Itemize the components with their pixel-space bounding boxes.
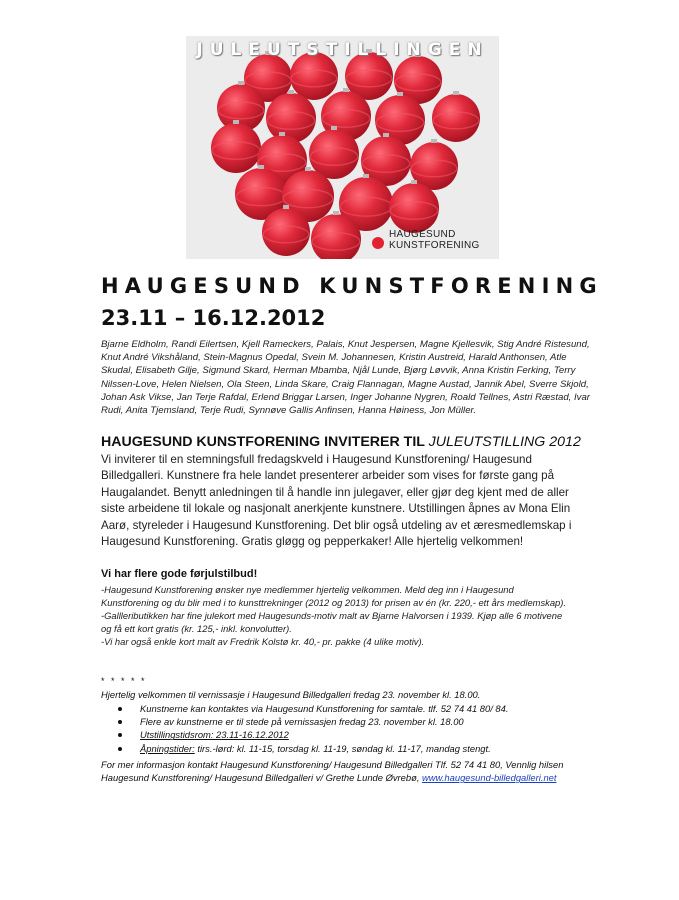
ornament-cap [333, 211, 339, 215]
poster-title: JULEUTSTILLINGEN [196, 40, 489, 60]
ornament-cap [288, 90, 294, 94]
ornament-cap [431, 139, 437, 143]
vernissage-welcome: Hjertelig velkommen til vernissasje i Haugesund Billedgalleri fredag 23. november kl. 18.00. [101, 689, 481, 700]
invite-heading [101, 434, 581, 450]
separator-stars: * * * * * [101, 676, 147, 686]
info-bullet-list [115, 702, 508, 755]
offer-item: -Gallleributikken har fine julekort med Haugesunds-motiv malt av Bjarne Halvorsen i 1939. Kjøp alle 6 motivene og få ett kort gratis (kr. 125,- inkl. konvolutter). [101, 610, 563, 635]
offers-heading: Vi har flere gode førjulstilbud! [101, 568, 258, 580]
ornament-ball-icon [389, 183, 439, 233]
exhibition-poster [186, 36, 499, 259]
invite-body: Vi inviterer til en stemningsfull fredagskveld i Haugesund Kunstforening/ Haugesund Billedgalleri. Kunstnere fra hele landet presenterer arbeider som vises for første gang på Haugalandet. Benytt anledningen til å handle inn julegaver, eller gjør deg kjent med de aller siste arbeidene til lokale og nasjonalt anerkjente kunstnere. Utstillingen åpnes av Mona Elin Aarø, styreleder i Haugesund Kunstforening. Det blir også utdeling av et æresmedlemskap i Haugesund Kunstforening. Gratis gløgg og pepperkaker! Alle hjertelig velkommen! [101, 453, 572, 549]
ornament-ball-icon [211, 123, 261, 173]
ornament-cap [383, 133, 389, 137]
contact-paragraph-text: For mer informasjon kontakt Haugesund Kunstforening/ Haugesund Billedgalleri Tlf. 52 74 41 80, Vennlig hilsen Haugesund Kunstforening/ Haugesund Billedgalleri v/ Grethe Lunde Øvrebø, [101, 759, 564, 784]
offer-item: -Vi har også enkle kort malt av Fredrik Kolstø kr. 40,- pr. pakke (4 ulike motiv). [101, 636, 425, 648]
ornament-cap [411, 180, 417, 184]
logo-dot-icon [372, 237, 384, 249]
exhibition-dates: 23.11 – 16.12.2012 [101, 306, 326, 330]
ornament-cap [283, 205, 289, 209]
ornament-cap [331, 126, 337, 130]
contact-info: Kunstnerne kan kontaktes via Haugesund Kunstforening for samtale. tlf. 52 74 41 80/ 84. [140, 703, 509, 714]
ornament-cap [279, 132, 285, 136]
ornament-ball-icon [410, 142, 458, 190]
opening-hours-label: Åpningstider: [140, 742, 195, 754]
ornament-cap [258, 165, 264, 169]
logo-line-2: KUNSTFORENING [389, 240, 480, 251]
list-item [115, 728, 508, 741]
list-item [115, 702, 508, 715]
ornament-cap [453, 91, 459, 95]
artists-present-info: Flere av kunstnerne er til stede på vernissasjen fredag 23. november kl. 18.00 [140, 716, 464, 728]
offer-item: -Haugesund Kunstforening ønsker nye medlemmer hjertelig velkommen. Meld deg inn i Haugesund Kunstforening og du blir med i to kunsttrekninger (2012 og 2013) for prisen av én (kr. 220,- ett års medlemskap). [101, 584, 566, 609]
ornament-photo [186, 36, 499, 259]
ornament-cap [305, 167, 311, 171]
artist-list: Bjarne Eldholm, Randi Eilertsen, Kjell Rameckers, Palais, Knut Jespersen, Magne Kjellesvik, Stig André Ristesund, Knut André Vikshåland, Stein-Magnus Opedal, Svein M. Johannesen, Kristin Austreid, Harald Anthonsen, Atle Skudal, Elisabeth Gilje, Sigmund Skard, Herman Mbamba, Njål Lunde, Bjørg Løvvik, Anna Kristin Ferking, Terry Nilssen-Love, Helen Nielsen, Ola Steen, Linda Skare, Craig Flannagan, Magne Austad, Jannik Abel, Sverre Skjold, Johan Ask Vikse, Jan Terje Rafdal, Erlend Briggar Larsen, Inger Johanne Nygren, Roald Tellnes, Astri Ræstad, Ivar Rudi, Anita Tjemsland, Terje Rudi, Synnøve Gallis Anfinsen, Hanna Høiness, Jon Müller. [101, 339, 591, 417]
list-item [115, 742, 508, 755]
kunstforening-logo [372, 229, 492, 259]
website-link[interactable]: www.haugesund-billedgalleri.net [422, 772, 557, 784]
contact-paragraph [101, 758, 581, 784]
opening-hours-text: tirs.-lørd: kl. 11-15, torsdag kl. 11-19, søndag kl. 11-17, mandag stengt. [194, 742, 491, 754]
ornament-cap [363, 174, 369, 178]
ornament-ball-icon [432, 94, 480, 142]
ornament-cap [233, 120, 239, 124]
invite-heading-prefix: HAUGESUND KUNSTFORENING INVITERER TIL [101, 434, 429, 450]
invite-heading-emphasis: JULEUTSTILLING 2012 [428, 434, 581, 450]
page-title: HAUGESUND KUNSTFORENING [101, 274, 603, 298]
ornament-cap [397, 92, 403, 96]
offers-list [101, 583, 571, 648]
logo-line-1: HAUGESUND [389, 229, 456, 240]
ornament-ball-icon [266, 93, 316, 143]
list-item [115, 715, 508, 728]
ornament-cap [343, 88, 349, 92]
exhibition-period: Utstillingstidsrom: 23.11-16.12.2012 [140, 729, 289, 741]
ornament-cap [238, 81, 244, 85]
ornament-ball-icon [262, 208, 310, 256]
